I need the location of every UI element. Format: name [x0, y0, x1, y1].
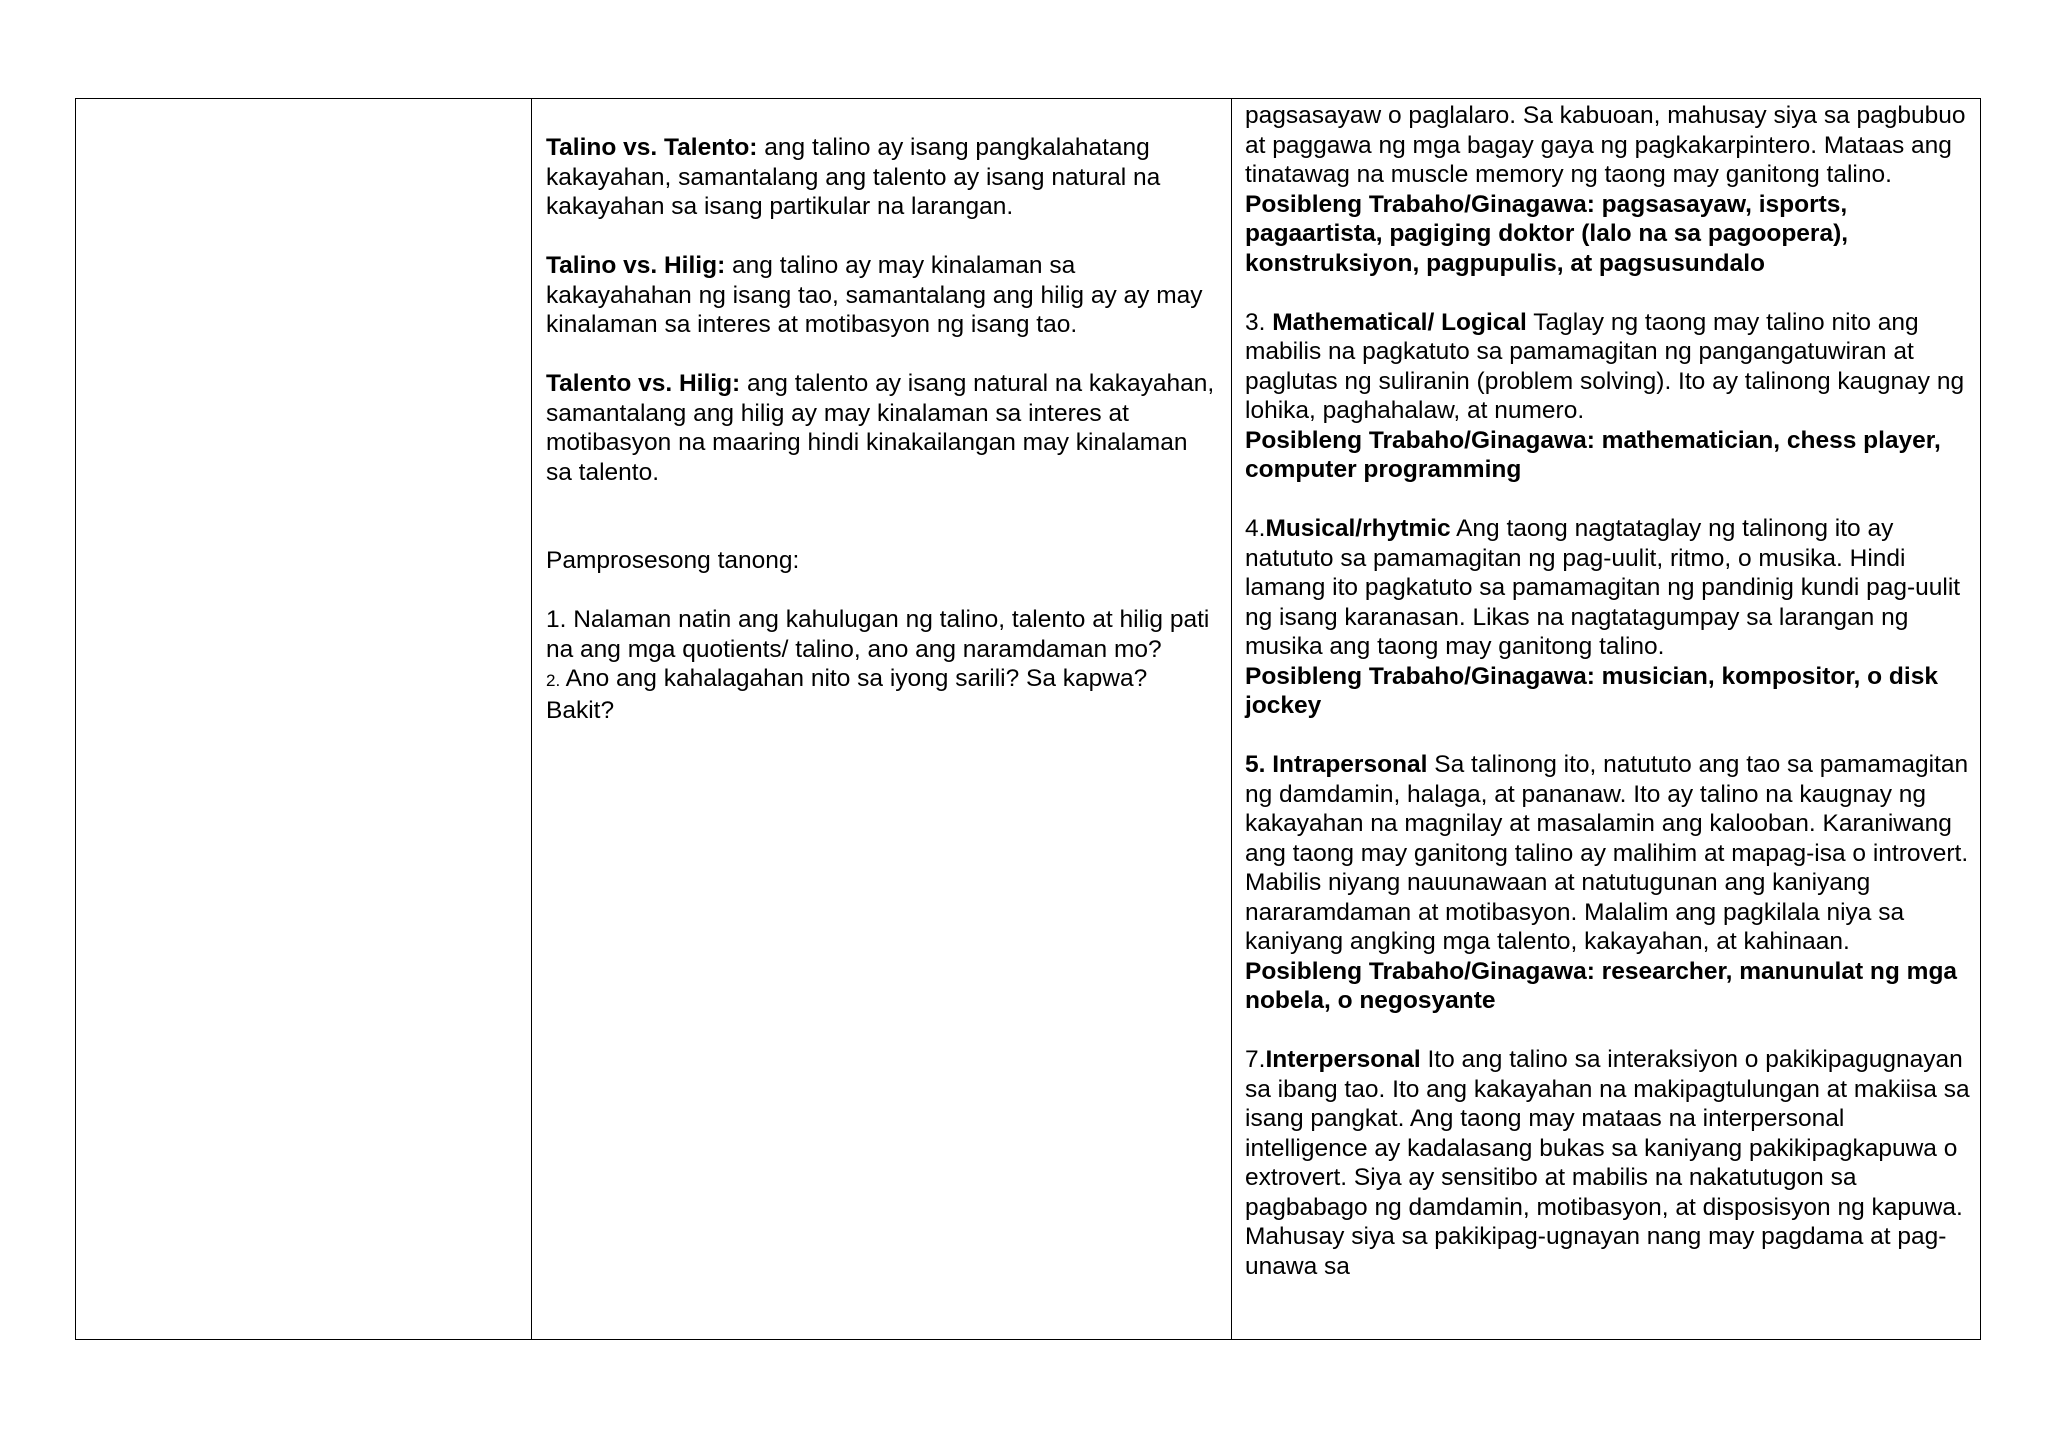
- term: Talino vs. Talento:: [546, 134, 758, 161]
- section-title: 5. Intrapersonal: [1245, 751, 1428, 778]
- comparison-talino-talento: [546, 133, 1217, 222]
- section-number: 7.: [1245, 1046, 1266, 1073]
- table-cell-comparisons: [532, 99, 1232, 1339]
- bodily-kinesthetic-jobs: Posibleng Trabaho/Ginagawa: pagsasayaw, isports, pagaartista, pagiging doktor (lalo na sa pagoopera), konstruksiyon, pagpupulis, at pagsusundalo: [1245, 190, 1849, 277]
- section-body: Ang taong nagtataglay ng talinong ito ay natututo sa pamamagitan ng pag-uulit, ritmo, o musika. Hindi lamang ito pagkatuto sa pamamagitan ng pandinig kundi pag-uulit ng isang karanasan. Likas na nagtatagumpay sa larangan ng musika ang taong may ganitong talino.: [1245, 515, 1961, 660]
- section-number: 3.: [1245, 308, 1273, 336]
- section-interpersonal: [1245, 1045, 1970, 1281]
- section-musical-rhythmic: [1245, 514, 1970, 662]
- section-number: 4.: [1245, 515, 1266, 542]
- section-mathematical-logical: [1245, 308, 1970, 426]
- intrapersonal-jobs: Posibleng Trabaho/Ginagawa: researcher, manunulat ng mga nobela, o negosyante: [1245, 957, 1958, 1014]
- section-title: Mathematical/ Logical: [1272, 308, 1527, 336]
- definition: ang talino ay isang pangkalahatang kakayahan, samantalang ang talento ay isang natural na kakayahan sa isang partikular na larangan.: [546, 134, 1161, 220]
- section-body: Ito ang talino sa interaksiyon o pakikipagugnayan sa ibang tao. Ito ang kakayahan na makipagtulungan at makiisa sa isang pangkat. Ang taong may mataas na interpersonal intelligence ay kadalasang bukas sa kaniyang pakikipagkapuwa o extrovert. Siya ay sensitibo at mabilis na nakatutugon sa pagbabago ng damdamin, motibasyon, at disposisyon ng kapuwa. Mahusay siya sa pakikipag-ugnayan nang may pagdama at pag-unawa sa: [1245, 1046, 1970, 1280]
- lesson-table: [75, 98, 1981, 1340]
- table-cell-intelligences: [1232, 99, 1980, 1339]
- term: Talino vs. Hilig:: [546, 252, 726, 279]
- section-body: Sa talinong ito, natututo ang tao sa pamamagitan ng damdamin, halaga, at pananaw. Ito ay talino na kaugnay ng kakayahan na magnilay at masalamin ang kalooban. Karaniwang ang taong may ganitong talino ay malihim at mapag-isa o introvert. Mabilis niyang nauunawaan at natutugunan ang kaniyang nararamdaman at motibasyon. Malalim ang pagkilala niya sa kaniyang angking mga talento, kakayahan, at kahinaan.: [1245, 751, 1969, 955]
- musical-rhythmic-jobs: Posibleng Trabaho/Ginagawa: musician, kompositor, o disk jockey: [1245, 662, 1938, 719]
- question-1: 1. Nalaman natin ang kahulugan ng talino, talento at hilig pati na ang mga quotients/ talino, ano ang naramdaman mo?: [546, 606, 1210, 663]
- section-title: Interpersonal: [1265, 1046, 1421, 1073]
- comparison-talento-hilig: [546, 369, 1217, 487]
- question-2: [546, 664, 1217, 725]
- term: Talento vs. Hilig:: [546, 370, 741, 397]
- bodily-kinesthetic-continued: pagsasayaw o paglalaro. Sa kabuoan, mahusay siya sa pagbubuo at paggawa ng mga bagay gaya ng pagkakarpintero. Mataas ang tinatawag na muscle memory ng taong may ganitong talino.: [1245, 102, 1966, 188]
- section-title: Musical/rhytmic: [1265, 515, 1451, 542]
- section-intrapersonal: [1245, 750, 1970, 957]
- section-body: Taglay ng taong may talino nito ang mabilis na pagkatuto sa pamamagitan ng pangangatuwiran at paglutas ng suliranin (problem solving). Ito ay talinong kaugnay ng lohika, paghahalaw, at numero.: [1245, 308, 1965, 424]
- question-number: 2.: [546, 671, 561, 690]
- definition: ang talino ay may kinalaman sa kakayahahan ng isang tao, samantalang ang hilig ay ay may kinalaman sa interes at motibasyon ng isang tao.: [546, 252, 1203, 338]
- table-cell-empty: [76, 99, 532, 1339]
- mathematical-logical-jobs: Posibleng Trabaho/Ginagawa: mathematician, chess player, computer programming: [1245, 426, 1941, 483]
- questions-heading: Pamprosesong tanong:: [546, 547, 800, 574]
- comparison-talino-hilig: [546, 251, 1217, 340]
- definition: ang talento ay isang natural na kakayahan, samantalang ang hilig ay may kinalaman sa interes at motibasyon na maaring hindi kinakailangan may kinalaman sa talento.: [546, 370, 1215, 486]
- question-text: Ano ang kahalagahan nito sa iyong sarili? Sa kapwa? Bakit?: [546, 665, 1148, 724]
